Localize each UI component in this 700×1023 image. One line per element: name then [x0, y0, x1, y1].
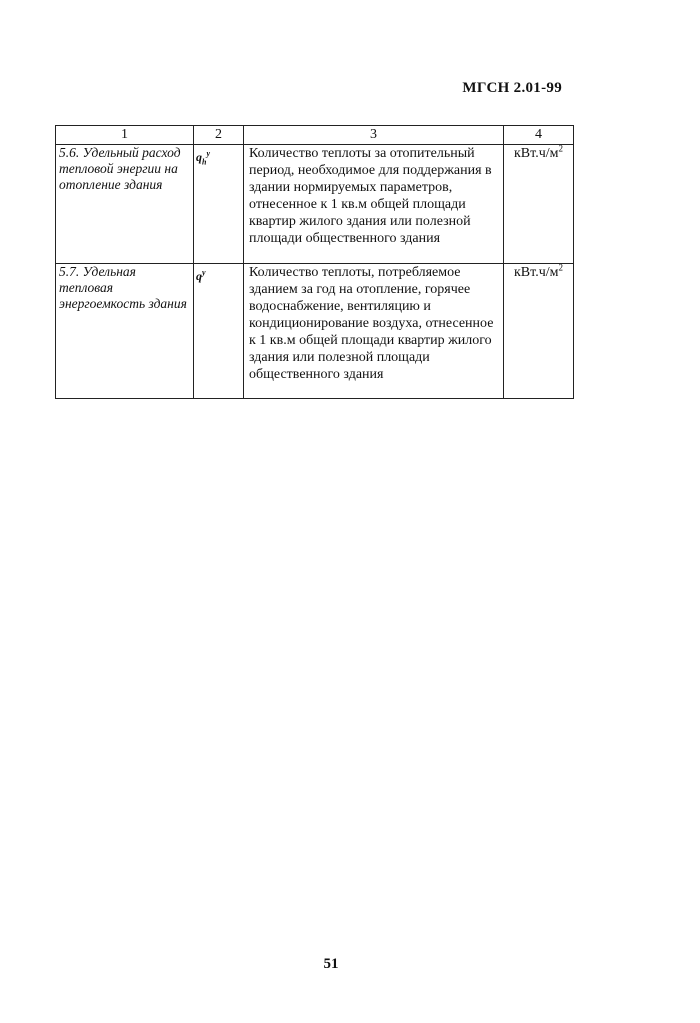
- table-header-row: [56, 126, 574, 145]
- symbol-base: q: [196, 150, 202, 164]
- column-header-4: 4: [504, 126, 574, 145]
- definitions-table: [55, 125, 574, 399]
- definition-cell: Количество теплоты за отопительный период, необходимое для поддержания в здании нормируемых параметров, отнесенное к 1 кв.м общей площади квартир жилого здания или полезной площади общественного здания: [244, 145, 504, 264]
- unit-cell: [504, 264, 574, 399]
- symbol-superscript: y: [202, 268, 206, 277]
- unit-superscript: 2: [558, 262, 563, 273]
- symbol-cell: [194, 145, 244, 264]
- table-row: [56, 145, 574, 264]
- definition-cell: Количество теплоты, потребляемое зданием за год на отопление, горячее водоснабжение, вентиляцию и кондиционирование воздуха, отнесенное к 1 кв.м общей площади квартир жилого здания или полезной площади общественного здания: [244, 264, 504, 399]
- unit-cell: [504, 145, 574, 264]
- table-row: [56, 264, 574, 399]
- unit-base: кВт.ч/м: [514, 146, 559, 161]
- unit-superscript: 2: [558, 143, 563, 154]
- unit-base: кВт.ч/м: [514, 265, 559, 280]
- column-header-3: 3: [244, 126, 504, 145]
- symbol-base: q: [196, 269, 202, 283]
- term-cell: 5.6. Удельный расход тепловой энергии на отопление здания: [56, 145, 194, 264]
- page-number: 51: [323, 956, 339, 972]
- column-header-1: 1: [56, 126, 194, 145]
- symbol-cell: [194, 264, 244, 399]
- term-cell: 5.7. Удельная тепловая энергоемкость здания: [56, 264, 194, 399]
- column-header-2: 2: [194, 126, 244, 145]
- symbol-superscript: y: [206, 149, 211, 158]
- symbol-subscript: h: [202, 157, 207, 167]
- document-code: МГСН 2.01-99: [462, 80, 562, 96]
